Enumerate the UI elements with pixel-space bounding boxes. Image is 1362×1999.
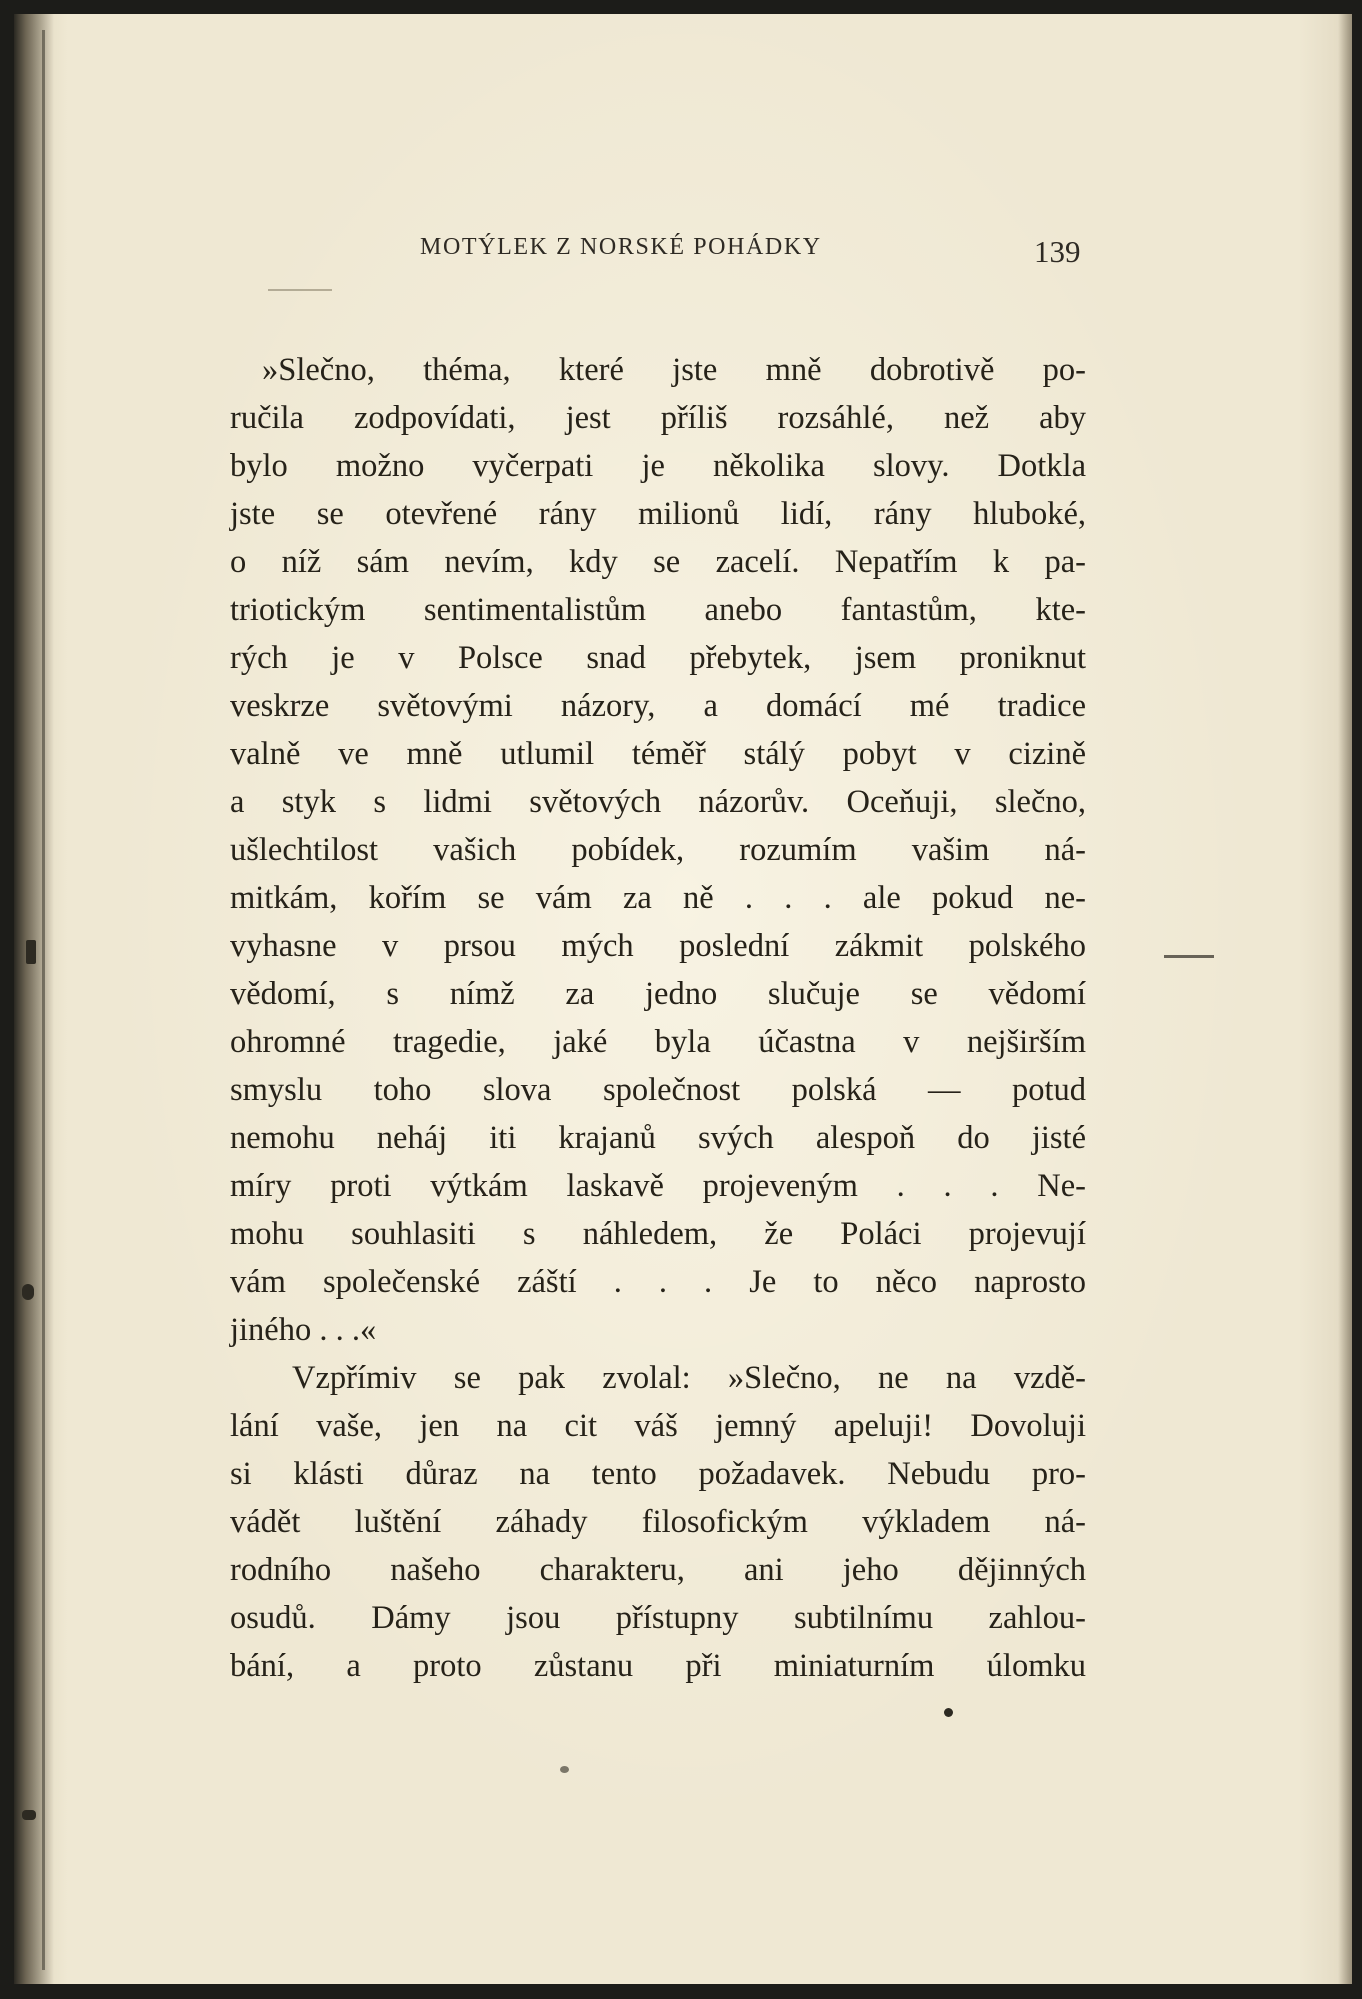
text-line: rodního našeho charakteru, ani jeho dějinných (230, 1552, 1086, 1588)
text-line: jste se otevřené rány milionů lidí, rány hluboké, (230, 496, 1086, 532)
header-rule (268, 289, 332, 291)
running-head: MOTÝLEK Z NORSKÉ POHÁDKY (420, 234, 822, 260)
page-right-edge (1338, 14, 1352, 1984)
text-line: mitkám, kořím se vám za ně . . . ale pokud ne- (230, 880, 1086, 916)
text-line: rých je v Polsce snad přebytek, jsem proniknut (230, 640, 1086, 676)
body-text (230, 346, 1086, 1690)
text-line: nemohu neháj iti krajanů svých alespoň do jisté (230, 1120, 1086, 1156)
text-line: ohromné tragedie, jaké byla účastna v nejširším (230, 1024, 1086, 1060)
margin-ink-mark (22, 1284, 34, 1300)
text-line: jiného . . .« (230, 1312, 377, 1348)
text-line: míry proti výtkám laskavě projeveným . . . Ne- (230, 1168, 1086, 1204)
text-line: valně ve mně utlumil téměř stálý pobyt v cizině (230, 736, 1086, 772)
text-line: si klásti důraz na tento požadavek. Nebudu pro- (230, 1456, 1086, 1492)
margin-ink-mark (22, 1810, 36, 1820)
text-line: bylo možno vyčerpati je několika slovy. Dotkla (230, 448, 1086, 484)
text-line: vádět luštění záhady filosofickým výkladem ná- (230, 1504, 1086, 1540)
text-line: ručila zodpovídati, jest příliš rozsáhlé, než aby (230, 400, 1086, 436)
ink-dot (560, 1766, 569, 1773)
page-number: 139 (1034, 234, 1081, 269)
text-line: osudů. Dámy jsou přístupny subtilnímu zahlou- (230, 1600, 1086, 1636)
gutter-shadow-line (42, 30, 45, 1970)
margin-dash-mark (1164, 955, 1214, 958)
text-line: vědomí, s nímž za jedno slučuje se vědomí (230, 976, 1086, 1012)
text-line: o níž sám nevím, kdy se zacelí. Nepatřím k pa- (230, 544, 1086, 580)
binding-gutter (14, 14, 54, 1984)
text-line: bání, a proto zůstanu při miniaturním úlomku (230, 1648, 1086, 1684)
ink-dot (944, 1708, 953, 1717)
text-line: vyhasne v prsou mých poslední zákmit polského (230, 928, 1086, 964)
text-line: veskrze světovými názory, a domácí mé tradice (230, 688, 1086, 724)
text-line: ušlechtilost vašich pobídek, rozumím vašim ná- (230, 832, 1086, 868)
text-line: vám společenské záští . . . Je to něco naprosto (230, 1264, 1086, 1300)
text-line: Vzpřímiv se pak zvolal: »Slečno, ne na vzdě- (292, 1360, 1086, 1396)
text-line: a styk s lidmi světových názorův. Oceňuji, slečno, (230, 784, 1086, 820)
margin-ink-mark (26, 940, 36, 964)
text-line: »Slečno, théma, které jste mně dobrotivě po- (262, 352, 1086, 388)
text-line: lání vaše, jen na cit váš jemný apeluji! Dovoluji (230, 1408, 1086, 1444)
text-line: mohu souhlasiti s náhledem, že Poláci projevují (230, 1216, 1086, 1252)
text-line: smyslu toho slova společnost polská — potud (230, 1072, 1086, 1108)
text-line: triotickým sentimentalistům anebo fantastům, kte- (230, 592, 1086, 628)
